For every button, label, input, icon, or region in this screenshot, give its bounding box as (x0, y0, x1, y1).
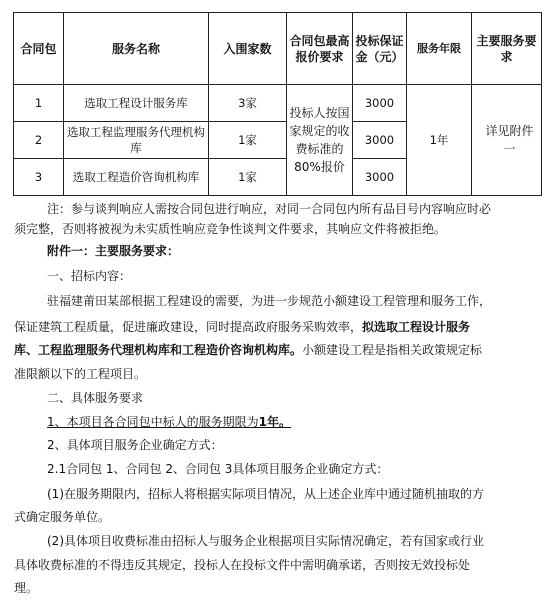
table-header-row (14, 13, 542, 85)
section1-line-3-text: 小额建设工程是指相关政策规定标 (302, 343, 483, 357)
item-2-1: 2.1合同包 1、合同包 2、合同包 3具体项目服务企业确定方式： (47, 462, 389, 476)
item-2: 2、具体项目服务企业确定方式： (47, 438, 223, 452)
cell-service-name: 选取工程设计服务库 (64, 85, 209, 122)
annex-title: 附件一：主要服务要求： (47, 244, 180, 258)
cell-years: 1年 (407, 85, 472, 196)
section1-line-2 (14, 318, 470, 336)
header-deposit: 投标保证金（元） (353, 13, 407, 85)
section2-title: 二、具体服务要求 (47, 391, 144, 405)
cell-deposit: 3000 (353, 159, 407, 196)
header-count: 入围家数 (209, 13, 287, 85)
item-1 (47, 413, 291, 431)
note-line-1: 注：参与谈判响应人需按合同包进行响应，对同一合同包内所有品目号内容响应时必 (47, 202, 492, 216)
paragraph-1-line-1: (1)在服务期限内，招标人将根据实际项目情况，从上述企业库中通过随机抽取的方 (47, 487, 485, 501)
cell-service-name: 选取工程监理服务代理机构库 (64, 122, 209, 159)
item-1-bold: 1年。 (258, 415, 291, 429)
cell-deposit: 3000 (353, 85, 407, 122)
section1-title: 一、招标内容： (47, 269, 132, 283)
paragraph-2-line-2: 具体收费标准的不得违反其规定，投标人在投标文件中需明确承诺，否则按无效投标处 (14, 558, 471, 572)
item-1-text: 1、本项目各合同包中标人的服务期限为 (47, 415, 259, 429)
cell-deposit: 3000 (353, 122, 407, 159)
section1-line-1: 驻福建莆田某部根据工程建设的需要，为进一步规范小额建设工程管理和服务工作， (47, 294, 492, 308)
cell-price-requirement: 投标人按国家规定的收费标准的80%报价 (287, 85, 353, 196)
header-max-price: 合同包最高报价要求 (287, 13, 353, 85)
service-table (13, 12, 542, 196)
section1-line-4: 准限额以下的工程项目。 (14, 367, 147, 381)
cell-package: 3 (14, 159, 64, 196)
cell-service-name: 选取工程造价咨询机构库 (64, 159, 209, 196)
cell-count: 1家 (209, 159, 287, 196)
section1-line-3-bold: 库、工程监理服务代理机构库和工程造价咨询机构库。 (14, 343, 303, 357)
paragraph-1-line-2: 式确定服务单位。 (14, 510, 111, 524)
cell-package: 1 (14, 85, 64, 122)
cell-count: 3家 (209, 85, 287, 122)
header-package: 合同包 (14, 13, 64, 85)
paragraph-2-line-3: 理。 (14, 581, 39, 595)
header-service-years: 服务年限 (407, 13, 472, 85)
note-line-2: 须完整，否则将被视为未实质性响应竞争性谈判文件要求，其响应文件将被拒绝。 (14, 222, 447, 236)
header-main-requirements: 主要服务要求 (472, 13, 542, 85)
table-row (14, 85, 542, 122)
cell-package: 2 (14, 122, 64, 159)
cell-count: 1家 (209, 122, 287, 159)
section1-line-3 (14, 341, 482, 359)
header-service-name: 服务名称 (64, 13, 209, 85)
cell-service-requirement: 详见附件一 (472, 85, 542, 196)
paragraph-2-line-1: (2)具体项目收费标准由招标人与服务企业根据项目实际情况确定，若有国家或行业 (47, 534, 485, 548)
section1-line-2-bold: 拟选取工程设计服务 (362, 320, 471, 334)
section1-line-2-text: 保证建筑工程质量，促进廉政建设，同时提高政府服务采购效率， (14, 320, 363, 334)
